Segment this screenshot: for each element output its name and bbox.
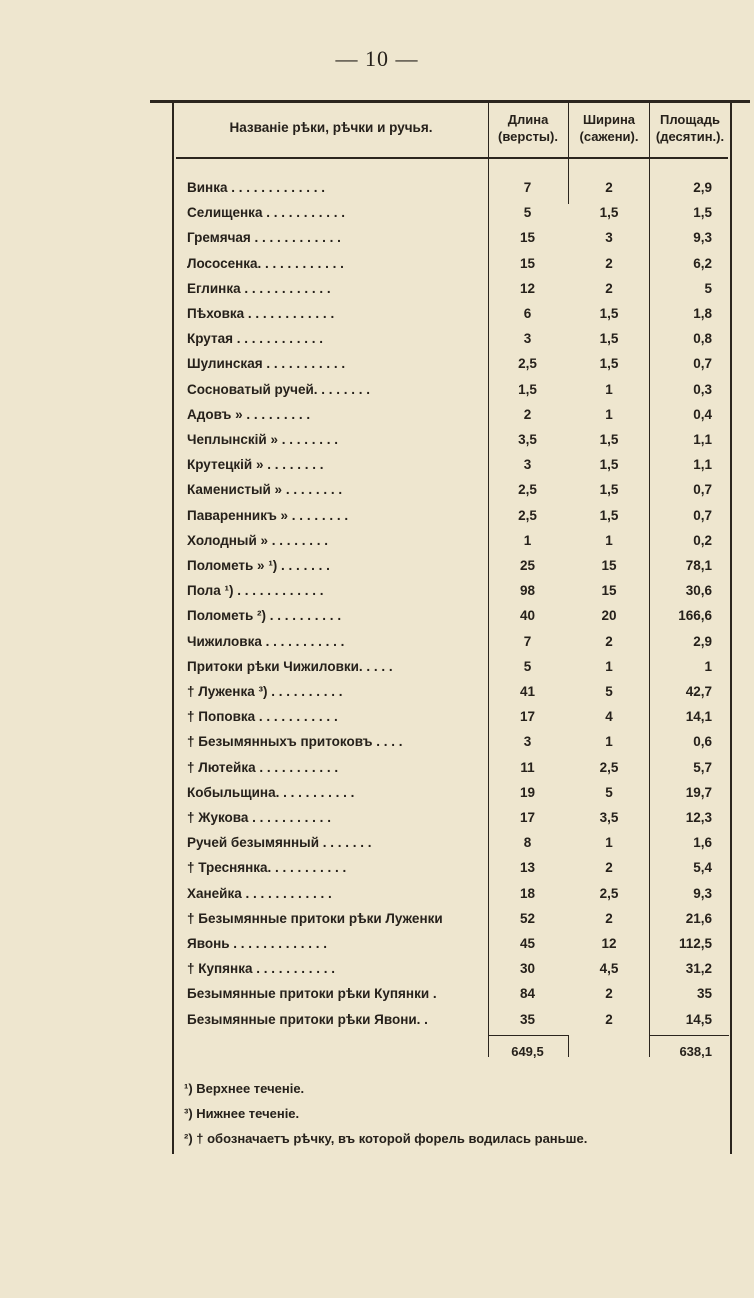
table-row — [0, 780, 754, 805]
page-number: — 10 — — [335, 46, 419, 71]
row-width: 4,5 — [599, 961, 619, 977]
row-length: 84 — [519, 986, 536, 1002]
table-row — [0, 351, 754, 376]
row-length: 2,5 — [518, 482, 537, 498]
table-row — [0, 175, 754, 200]
row-name: † Луженка ³) . . . . . . . . . . — [187, 684, 343, 699]
total-rule-length — [488, 1035, 568, 1036]
table-row — [0, 301, 754, 326]
table-row — [0, 704, 754, 729]
row-width: 5 — [605, 684, 613, 699]
row-name: Гремячая . . . . . . . . . . . . — [187, 230, 341, 246]
row-length: 13 — [519, 860, 536, 876]
row-width: 15 — [601, 583, 617, 599]
row-name: Адовъ » . . . . . . . . . — [187, 406, 311, 422]
row-name: Безымянные притоки рѣки Явони. . — [187, 1011, 428, 1027]
row-width: 2,5 — [599, 759, 619, 775]
row-name: † Поповка . . . . . . . . . . . — [187, 709, 338, 725]
row-width: 1 — [605, 381, 613, 397]
footnote-3: ³) Нижнее теченіе. — [184, 1106, 300, 1121]
table-row — [0, 805, 754, 830]
row-width: 2,5 — [599, 885, 619, 901]
row-name: Явонь . . . . . . . . . . . . . — [187, 936, 328, 951]
row-width: 1 — [605, 406, 613, 422]
row-width: 3 — [605, 230, 613, 246]
row-area: 2,9 — [693, 633, 712, 649]
row-length: 15 — [519, 255, 536, 271]
row-width: 3,5 — [599, 810, 619, 825]
row-length: 7 — [523, 180, 532, 195]
row-width: 20 — [601, 608, 617, 624]
row-area: 19,7 — [685, 784, 712, 800]
row-name: Шулинская . . . . . . . . . . . — [187, 356, 346, 372]
row-area: 14,5 — [685, 1011, 712, 1027]
row-width: 1 — [605, 734, 613, 750]
row-area: 0,7 — [693, 507, 712, 523]
table-row — [0, 855, 754, 880]
table-row — [0, 679, 754, 704]
row-name: Еглинка . . . . . . . . . . . . — [187, 280, 331, 296]
table-row — [0, 654, 754, 679]
row-name: Пѣховка . . . . . . . . . . . . — [187, 306, 335, 321]
table-row — [0, 981, 754, 1006]
row-name: Винка . . . . . . . . . . . . . — [187, 180, 325, 195]
row-name: Притоки рѣки Чижиловки. . . . . — [187, 658, 393, 674]
row-area: 2,9 — [693, 180, 712, 195]
table-top-rule — [150, 100, 750, 103]
row-name: Пола ¹) . . . . . . . . . . . . — [187, 583, 324, 599]
row-area: 5,7 — [693, 759, 712, 775]
row-width: 15 — [601, 558, 617, 573]
row-width: 2 — [605, 910, 613, 926]
row-width: 2 — [605, 255, 613, 271]
table-row — [0, 553, 754, 578]
table-row — [0, 578, 754, 603]
row-length: 98 — [519, 583, 536, 599]
row-name: Чижиловка . . . . . . . . . . . — [187, 633, 345, 649]
row-name: Каменистый » . . . . . . . . — [187, 482, 343, 498]
header-length — [489, 111, 567, 145]
row-name: Ручей безымянный . . . . . . . — [187, 835, 372, 851]
row-area: 21,6 — [685, 910, 712, 926]
row-area: 5,4 — [693, 860, 712, 876]
footnote-2: ²) † обозначаетъ рѣчку, въ которой форель водилась раньше. — [184, 1131, 588, 1146]
row-width: 2 — [605, 1011, 613, 1027]
row-area: 0,8 — [693, 331, 712, 347]
row-length: 5 — [523, 205, 532, 221]
header-area-line2: (десятин.). — [655, 129, 725, 144]
row-area: 0,6 — [693, 734, 712, 750]
table-row — [0, 276, 754, 301]
row-area: 30,6 — [685, 583, 712, 599]
row-name: Безымянные притоки рѣки Купянки . — [187, 986, 437, 1002]
header-width — [569, 111, 649, 145]
row-length: 40 — [519, 608, 536, 624]
row-name: † Треснянка. . . . . . . . . . . — [187, 860, 347, 876]
row-length: 2,5 — [518, 507, 537, 523]
table-row — [0, 377, 754, 402]
table-row — [0, 326, 754, 351]
row-area: 0,7 — [693, 482, 712, 498]
total-length: 649,5 — [511, 1044, 544, 1059]
row-area: 42,7 — [685, 684, 712, 699]
row-name: Паваренникъ » . . . . . . . . — [187, 507, 349, 523]
row-width: 1,5 — [599, 205, 619, 221]
row-length: 15 — [519, 230, 536, 246]
table-row — [0, 629, 754, 654]
row-area: 1 — [704, 658, 712, 674]
row-area: 35 — [696, 986, 712, 1002]
row-name: † Купянка . . . . . . . . . . . — [187, 961, 335, 977]
row-width: 1,5 — [599, 356, 619, 372]
table-row — [0, 477, 754, 502]
header-length-line2: (версты). — [498, 129, 558, 144]
row-name: Ханейка . . . . . . . . . . . . — [187, 885, 332, 901]
row-width: 1 — [605, 835, 613, 851]
row-width: 2 — [605, 180, 613, 195]
row-length: 3 — [523, 331, 532, 347]
header-length-line1: Длина — [507, 112, 549, 127]
row-area: 0,7 — [693, 356, 712, 372]
row-width: 1,5 — [599, 331, 619, 347]
row-width: 5 — [605, 784, 613, 800]
row-area: 1,5 — [693, 205, 712, 221]
table-row — [0, 528, 754, 553]
row-name: † Безымянные притоки рѣки Луженки — [187, 910, 443, 926]
header-rule — [176, 157, 728, 159]
row-length: 12 — [519, 280, 536, 296]
row-length: 17 — [519, 810, 536, 825]
row-length: 19 — [519, 784, 536, 800]
row-area: 9,3 — [693, 885, 712, 901]
row-name: Холодный » . . . . . . . . — [187, 532, 329, 548]
table-row — [0, 427, 754, 452]
footnote-1: ¹) Верхнее теченіе. — [184, 1081, 305, 1096]
table-row — [0, 603, 754, 628]
header-area — [650, 111, 730, 145]
total-rule-area — [649, 1035, 729, 1036]
row-area: 5 — [704, 280, 712, 296]
row-length: 30 — [519, 961, 536, 977]
row-length: 18 — [519, 885, 536, 901]
row-area: 6,2 — [693, 255, 712, 271]
row-name: Сосноватый ручей. . . . . . . . — [187, 381, 371, 397]
row-area: 9,3 — [693, 230, 712, 246]
table-row — [0, 729, 754, 754]
row-name: † Безымянныхъ притоковъ . . . . — [187, 734, 403, 750]
row-length: 1 — [523, 532, 532, 548]
row-length: 25 — [519, 558, 536, 573]
row-length: 3,5 — [518, 432, 537, 447]
row-area: 31,2 — [685, 961, 712, 977]
table-row — [0, 830, 754, 855]
row-length: 41 — [519, 684, 536, 699]
row-width: 4 — [605, 709, 613, 725]
table-row — [0, 200, 754, 225]
header-width-line1: Ширина — [582, 112, 636, 127]
header-width-line2: (сажени). — [579, 129, 639, 144]
row-length: 5 — [523, 658, 532, 674]
column-divider-width-total — [568, 1035, 569, 1057]
table-row — [0, 881, 754, 906]
row-area: 0,4 — [693, 406, 712, 422]
row-name: Лососенка. . . . . . . . . . . . — [187, 255, 344, 271]
row-area: 78,1 — [685, 558, 712, 573]
row-width: 2 — [605, 633, 613, 649]
row-name: † Жукова . . . . . . . . . . . — [187, 810, 331, 825]
header-area-line1: Площадь — [660, 112, 720, 127]
row-name: Крутецкій » . . . . . . . . — [187, 457, 324, 473]
table-row — [0, 906, 754, 931]
row-width: 2 — [605, 986, 613, 1002]
table-row — [0, 452, 754, 477]
row-width: 12 — [601, 936, 617, 951]
row-area: 0,2 — [693, 532, 712, 548]
table-row — [0, 225, 754, 250]
row-length: 35 — [519, 1011, 536, 1027]
row-area: 14,1 — [685, 709, 712, 725]
row-length: 3 — [523, 457, 532, 473]
row-name: Крутая . . . . . . . . . . . . — [187, 331, 323, 347]
row-name: Кобыльщина. . . . . . . . . . . — [187, 784, 355, 800]
row-width: 1,5 — [599, 432, 619, 447]
row-width: 1 — [605, 658, 613, 674]
row-name: † Лютейка . . . . . . . . . . . — [187, 759, 339, 775]
row-area: 0,3 — [693, 381, 712, 397]
row-name: Селищенка . . . . . . . . . . . — [187, 205, 345, 221]
table-row — [0, 251, 754, 276]
row-area: 166,6 — [678, 608, 712, 624]
row-area: 1,1 — [693, 457, 712, 473]
total-area: 638,1 — [679, 1044, 712, 1059]
row-width: 2 — [605, 280, 613, 296]
table-row — [0, 503, 754, 528]
table-row — [0, 1007, 754, 1032]
header-name: Названіе рѣки, рѣчки и ручья. — [229, 120, 433, 135]
row-name: Чеплынскій » . . . . . . . . — [187, 432, 338, 447]
row-width: 1,5 — [599, 457, 619, 473]
table-row — [0, 755, 754, 780]
row-length: 7 — [523, 633, 532, 649]
row-width: 1,5 — [599, 507, 619, 523]
row-length: 17 — [519, 709, 536, 725]
row-width: 1,5 — [599, 482, 619, 498]
row-area: 1,8 — [693, 306, 712, 321]
table-row — [0, 931, 754, 956]
row-width: 2 — [605, 860, 613, 876]
table-row — [0, 956, 754, 981]
row-area: 1,1 — [693, 432, 712, 447]
row-area: 1,6 — [693, 835, 712, 851]
row-length: 3 — [523, 734, 532, 750]
row-width: 1 — [605, 532, 613, 548]
row-length: 2 — [523, 406, 532, 422]
row-width: 1,5 — [599, 306, 619, 321]
row-name: Полометь » ¹) . . . . . . . — [187, 558, 330, 573]
row-name: Полометь ²) . . . . . . . . . . — [187, 608, 342, 624]
row-area: 12,3 — [685, 810, 712, 825]
row-length: 6 — [523, 306, 532, 321]
row-length: 8 — [523, 835, 532, 851]
table-row — [0, 402, 754, 427]
row-length: 52 — [519, 910, 536, 926]
row-length: 2,5 — [518, 356, 537, 372]
row-length: 1,5 — [518, 381, 537, 397]
row-length: 45 — [519, 936, 536, 951]
row-area: 112,5 — [678, 936, 712, 951]
row-length: 11 — [520, 759, 535, 775]
footnotes — [184, 1076, 724, 1151]
